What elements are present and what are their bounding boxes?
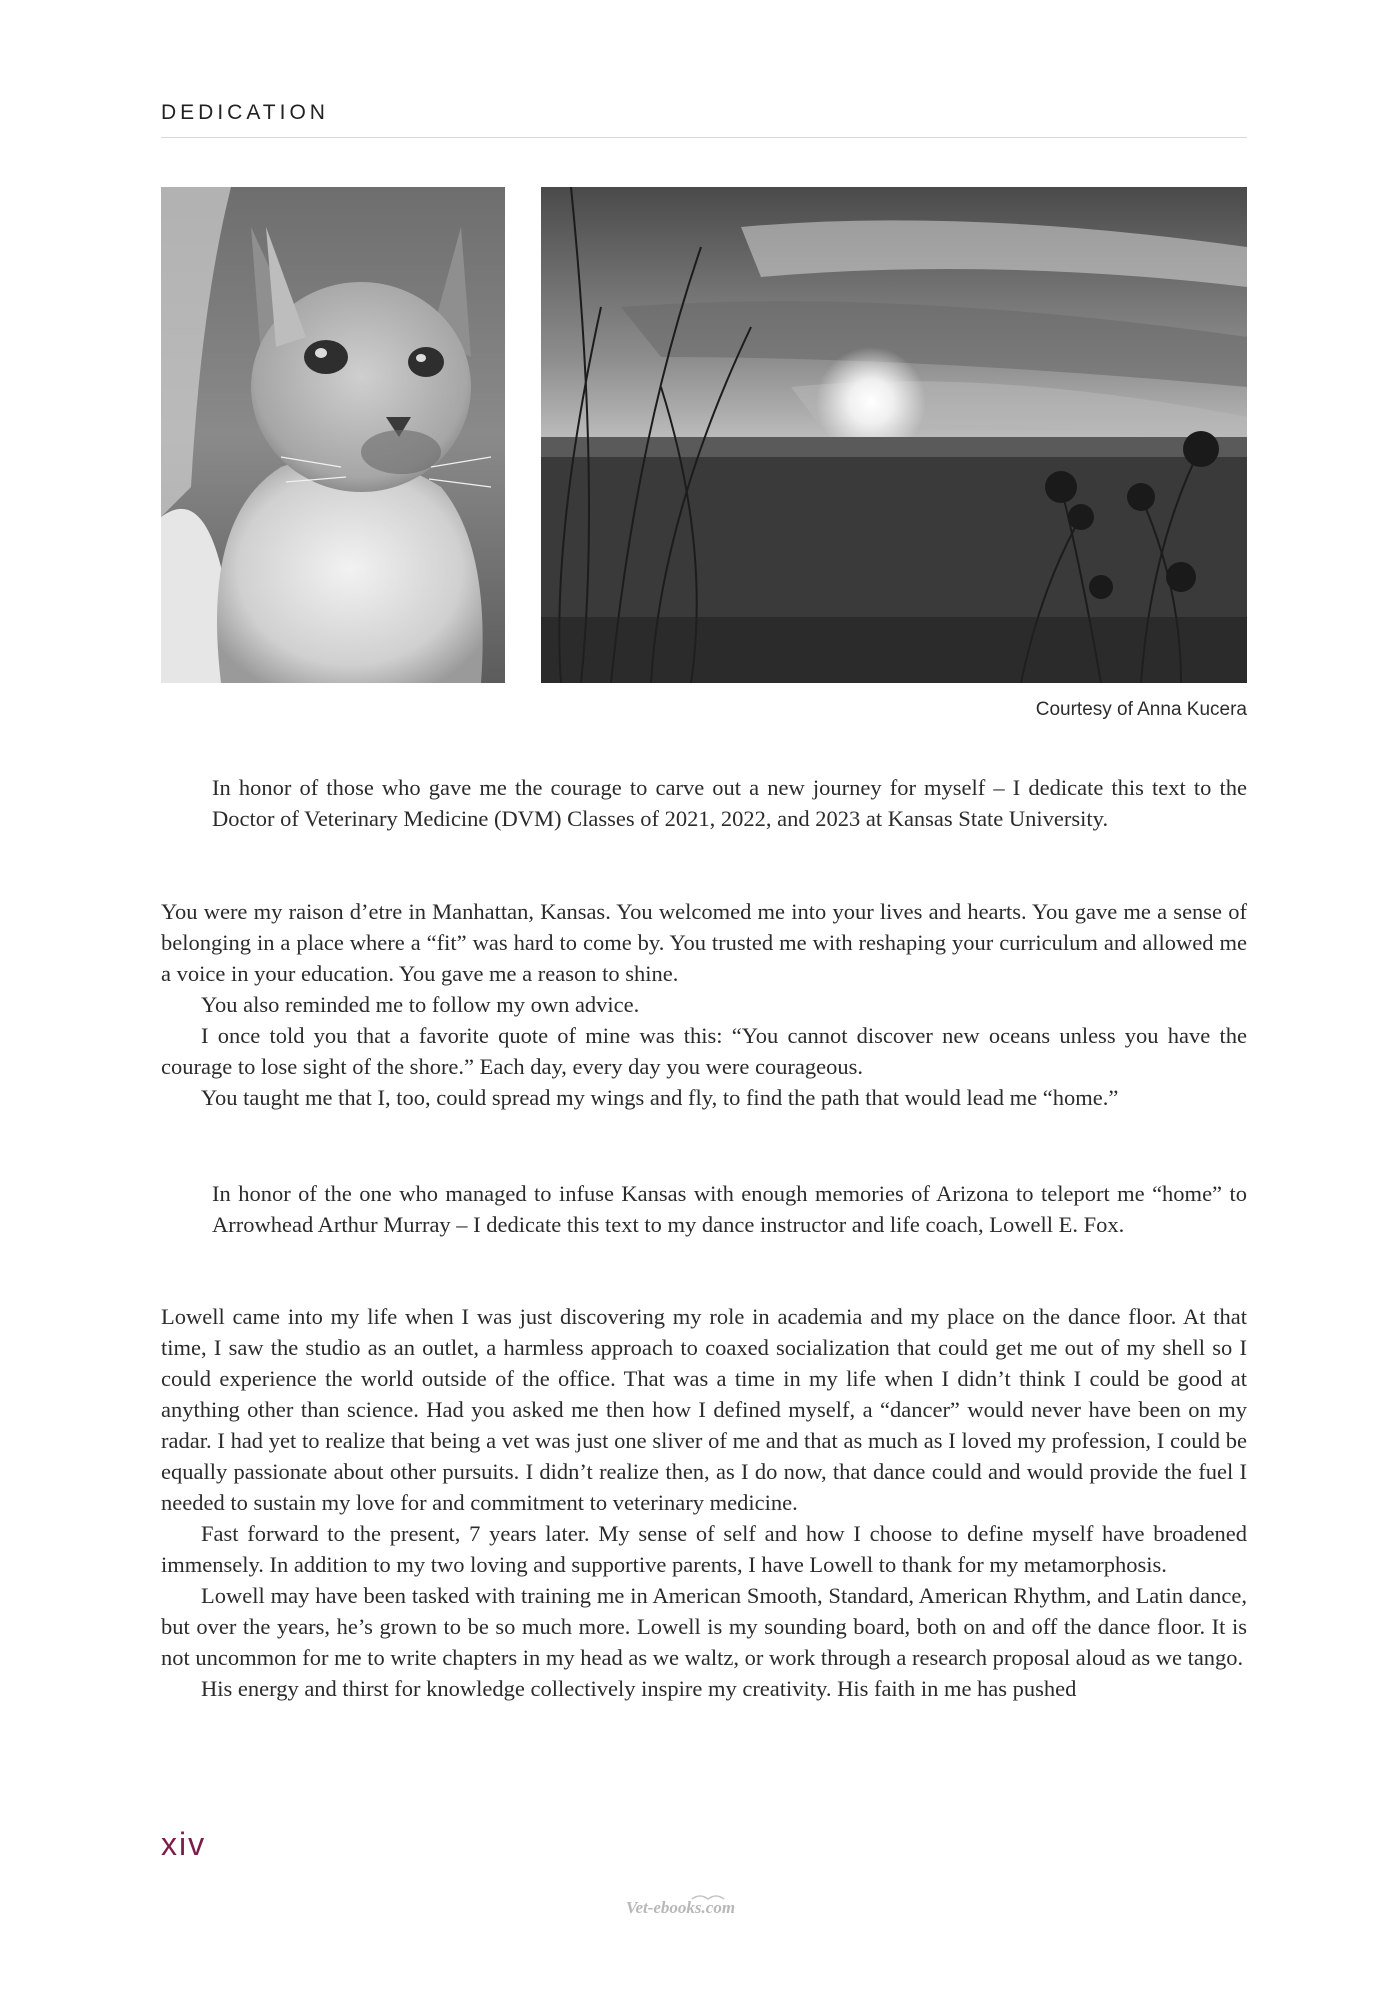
- body-section-1: [161, 896, 1247, 1113]
- body-paragraph: I once told you that a favorite quote of mine was this: “You cannot discover new oceans unless you have the courage to lose sight of the shore.” Each day, every day you were courageous.: [161, 1023, 1247, 1079]
- body-paragraph: You were my raison d’etre in Manhattan, Kansas. You welcomed me into your lives and hearts. You gave me a sense of belonging in a place where a “fit” was hard to come by. You trusted me with reshaping your curriculum and allowed me a voice in your education. You gave me a reason to shine.: [161, 899, 1247, 986]
- running-head: DEDICATION: [161, 101, 329, 124]
- body-paragraph: Lowell may have been tasked with training me in American Smooth, Standard, American Rhythm, and Latin dance, but over the years, he’s grown to be so much more. Lowell is my sounding board, both on and off the dance floor. It is not uncommon for me to write chapters in my head as we waltz, or work through a research proposal aloud as we tango.: [161, 1583, 1247, 1670]
- body-section-2: [161, 1301, 1247, 1704]
- body-paragraph: Fast forward to the present, 7 years later. My sense of self and how I choose to define myself have broadened immensely. In addition to my two loving and supportive parents, I have Lowell to thank for my metamorphosis.: [161, 1521, 1247, 1577]
- dedication-paragraph-1: In honor of those who gave me the courage to carve out a new journey for myself – I dedicate this text to the Doctor of Veterinary Medicine (DVM) Classes of 2021, 2022, and 2023 at Kansas State University.: [212, 775, 1247, 831]
- header-rule: [161, 137, 1247, 138]
- body-paragraph: His energy and thirst for knowledge collectively inspire my creativity. His faith in me has pushed: [201, 1676, 1077, 1701]
- svg-text:Vet-ebooks.com: Vet-ebooks.com: [626, 1898, 736, 1917]
- body-paragraph: Lowell came into my life when I was just discovering my role in academia and my place on the dance floor. At that time, I saw the studio as an outlet, a harmless approach to coaxed socialization that could get me out of my shell so I could experience the world outside of the office. That was a time in my life when I didn’t think I could be good at anything other than science. Had you asked me then how I defined myself, a “dancer” would never have been on my radar. I had yet to realize that being a vet was just one sliver of me and that as much as I loved my profession, I could be equally passionate about other pursuits. I didn’t realize then, as I do now, that dance could and would provide the fuel I needed to sustain my love for and commitment to veterinary medicine.: [161, 1304, 1247, 1515]
- body-paragraph: You also reminded me to follow my own advice.: [201, 992, 640, 1017]
- cat-photo-image: [161, 187, 505, 683]
- dedication-paragraph-2: In honor of the one who managed to infuse Kansas with enough memories of Arizona to teleport me “home” to Arrowhead Arthur Murray – I dedicate this text to my dance instructor and life coach, Lowell E. Fox.: [212, 1181, 1247, 1237]
- body-paragraph: You taught me that I, too, could spread my wings and fly, to find the path that would lead me “home.”: [201, 1085, 1119, 1110]
- page-number: xiv: [161, 1826, 207, 1862]
- photo-credit: Courtesy of Anna Kucera: [1035, 699, 1247, 720]
- sunset-photo: [541, 187, 1247, 683]
- vet-ebooks-watermark: [622, 1891, 772, 1923]
- cat-photo: [161, 187, 505, 683]
- sunset-photo-image: [541, 187, 1247, 683]
